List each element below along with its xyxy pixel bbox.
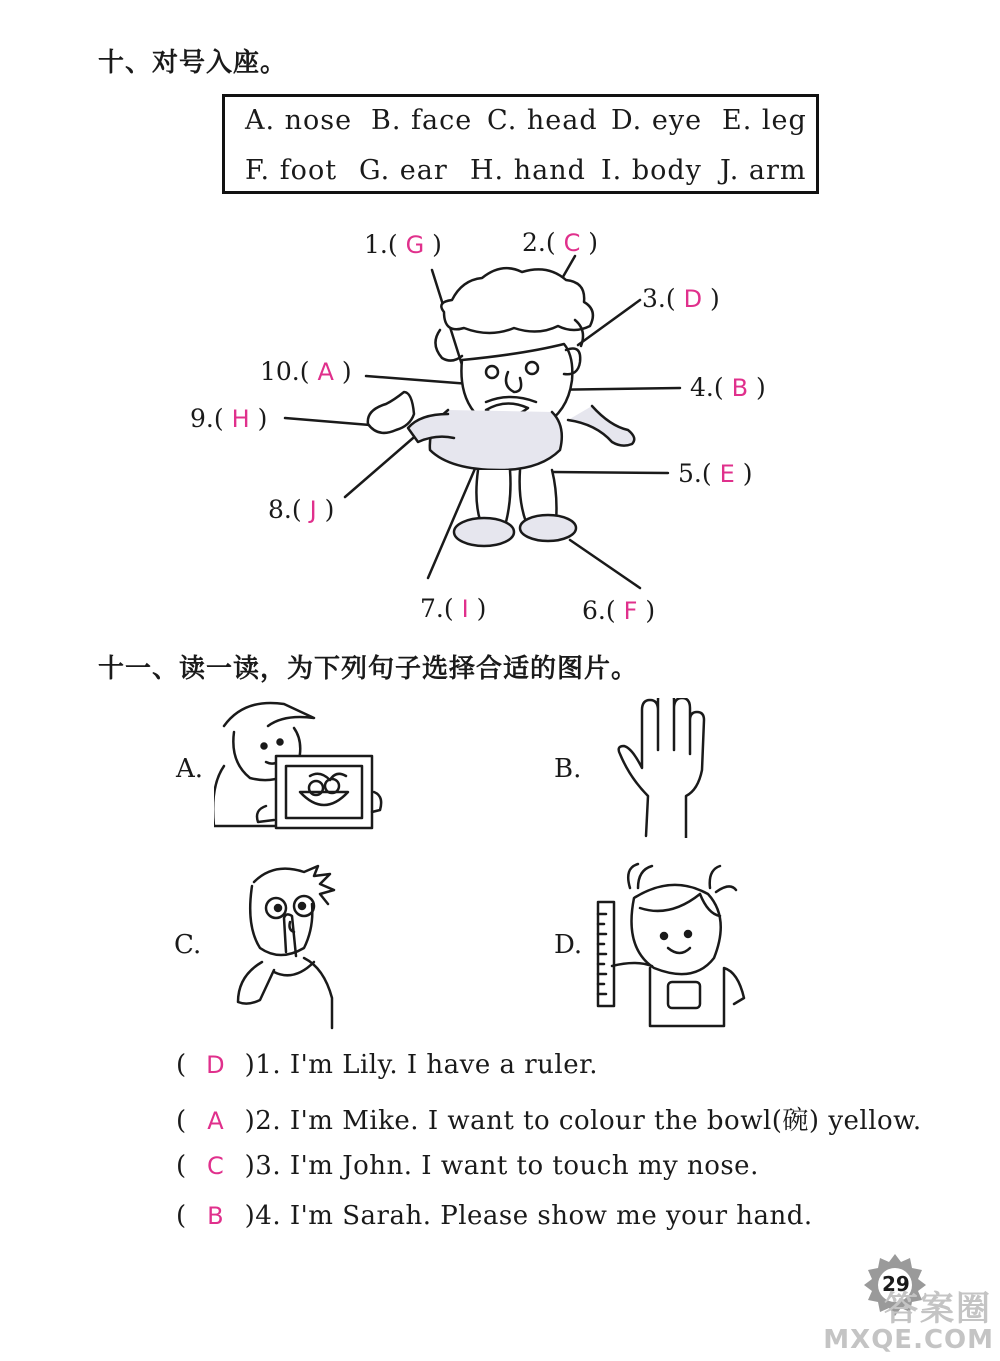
label-4: 4.( B ) [690, 373, 766, 402]
answer-1: G [405, 231, 425, 259]
answer-6: F [623, 597, 638, 625]
label-2: 2.( C ) [522, 228, 599, 257]
label-6: 6.( F ) [582, 596, 656, 625]
question-4: ( B )4. I'm Sarah. Please show me your hand. [176, 1201, 813, 1231]
picture-d-girl-with-ruler [590, 858, 750, 1028]
question-4-answer: B [207, 1202, 225, 1230]
option-j: J. arm [720, 155, 807, 186]
answer-8: J [309, 496, 317, 524]
option-a: A. nose [245, 105, 353, 136]
section-11-title: 十一、读一读，为下列句子选择合适的图片。 [98, 654, 639, 684]
label-9: 9.( H ) [190, 404, 268, 433]
question-2: ( A )2. I'm Mike. I want to colour the bowl(碗) yellow. [176, 1106, 922, 1136]
option-h: H. hand [470, 155, 586, 186]
option-b: B. face [371, 105, 473, 136]
watermark [823, 1251, 1000, 1361]
answer-3: D [683, 285, 703, 313]
question-2-answer: A [207, 1107, 225, 1135]
question-3: ( C )3. I'm John. I want to touch my nose. [176, 1151, 759, 1181]
picture-b-hand [614, 698, 714, 838]
option-d: D. eye [611, 105, 703, 136]
question-1: ( D )1. I'm Lily. I have a ruler. [176, 1050, 598, 1080]
label-3: 3.( D ) [642, 284, 720, 313]
picture-label-c: C. [174, 930, 202, 960]
option-e: E. leg [722, 105, 807, 136]
option-c: C. head [487, 105, 598, 136]
watermark-bottom: MXQE.COM [823, 1325, 994, 1355]
question-1-answer: D [206, 1051, 226, 1079]
answer-10: A [317, 358, 334, 386]
label-10: 10.( A ) [260, 357, 352, 386]
label-7: 7.( I ) [420, 594, 487, 623]
answer-7: I [461, 595, 469, 623]
option-i: I. body [601, 155, 702, 186]
answer-9: H [231, 405, 250, 433]
picture-a-boy-with-bowl-drawing [214, 696, 384, 836]
answer-2: C [563, 229, 581, 257]
answer-5: E [719, 460, 735, 488]
section-10-title: 十、对号入座。 [98, 48, 288, 78]
picture-label-d: D. [554, 930, 583, 960]
option-f: F. foot [245, 155, 338, 186]
question-3-answer: C [207, 1152, 225, 1180]
page-number: 29 [882, 1272, 910, 1296]
label-8: 8.( J ) [268, 495, 335, 524]
watermark-top: 答案圈 [884, 1289, 992, 1329]
label-5: 5.( E ) [678, 459, 753, 488]
picture-label-a: A. [176, 754, 204, 784]
picture-c-boy-touching-nose [234, 862, 344, 1032]
label-1: 1.( G ) [364, 230, 442, 259]
cartoon-figure-illustration [0, 0, 1000, 640]
answer-4: B [731, 374, 749, 402]
option-g: G. ear [359, 155, 448, 186]
picture-label-b: B. [554, 754, 582, 784]
